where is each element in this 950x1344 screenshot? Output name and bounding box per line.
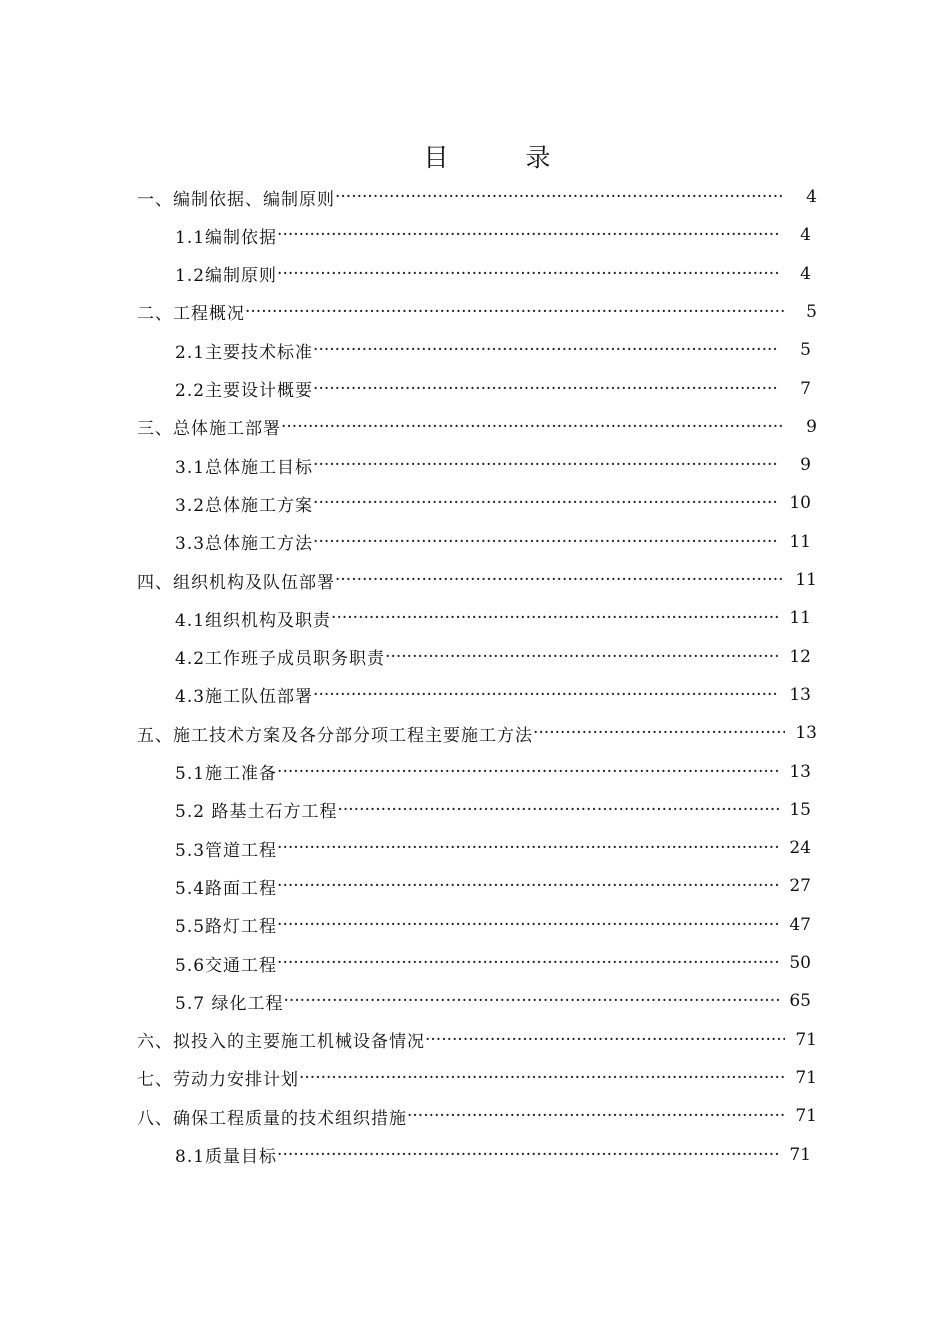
toc-dot-leader <box>335 561 785 599</box>
toc-entry-page-number: 71 <box>789 1144 811 1165</box>
toc-entry[interactable] <box>137 1021 817 1059</box>
toc-entry-label: 5.5路灯工程 <box>175 917 278 938</box>
toc-dot-leader <box>313 523 779 561</box>
toc-entry-label: 一、编制依据、编制原则 <box>137 189 335 210</box>
toc-entry-label: 5.3管道工程 <box>175 840 278 861</box>
toc-dot-leader <box>277 216 779 254</box>
toc-entry[interactable] <box>175 446 811 484</box>
toc-entry-label: 5.4路面工程 <box>175 878 278 899</box>
toc-entry-label: 8.1质量目标 <box>175 1147 278 1167</box>
toc-entry-page-number: 71 <box>795 1106 817 1127</box>
toc-entry-page-number: 9 <box>800 455 811 476</box>
toc-entry-label: 4.2工作班子成员职务职责 <box>175 649 386 670</box>
page-title: 目 录 <box>423 143 577 172</box>
toc-dot-leader <box>313 484 779 522</box>
toc-entry-page-number: 27 <box>789 876 811 897</box>
toc-entry-page-number: 11 <box>789 531 811 552</box>
toc-entry-page-number: 24 <box>789 838 811 859</box>
toc-entry-page-number: 65 <box>789 991 811 1012</box>
toc-dot-leader <box>277 867 779 905</box>
toc-entry-page-number: 11 <box>795 570 817 590</box>
toc-entry[interactable] <box>175 829 811 867</box>
toc-dot-leader <box>385 638 779 676</box>
toc-entry-label: 四、组织机构及队伍部署 <box>137 572 335 593</box>
toc-dot-leader <box>331 599 779 637</box>
toc-dot-leader <box>425 1021 785 1059</box>
toc-entry[interactable] <box>175 791 811 829</box>
toc-entry-page-number: 13 <box>789 684 811 705</box>
toc-dot-leader <box>283 982 779 1020</box>
toc-entry-page-number: 11 <box>789 608 811 629</box>
toc-entry-page-number: 47 <box>789 914 811 935</box>
toc-entry-label: 5.2 路基土石方工程 <box>175 802 338 823</box>
toc-entry[interactable] <box>137 1059 817 1097</box>
toc-entry-label: 1.1编制依据 <box>175 227 278 248</box>
toc-dot-leader <box>277 255 779 293</box>
toc-entry[interactable] <box>137 408 817 446</box>
toc-entry-page-number: 15 <box>789 799 811 820</box>
toc-entry-page-number: 71 <box>795 1067 817 1088</box>
toc-entry[interactable] <box>175 944 811 982</box>
toc-entry-label: 五、施工技术方案及各分部分项工程主要施工方法 <box>137 725 533 746</box>
toc-entry-label: 3.1总体施工目标 <box>175 457 314 478</box>
toc-entry-page-number: 5 <box>806 301 817 322</box>
toc-entry[interactable] <box>175 216 811 254</box>
toc-entry[interactable] <box>175 867 811 905</box>
toc-entry-label: 2.2主要设计概要 <box>175 381 314 401</box>
toc-entry[interactable] <box>137 561 817 599</box>
toc-entry-label: 八、确保工程质量的技术组织措施 <box>137 1108 407 1129</box>
toc-entry[interactable] <box>137 714 817 752</box>
toc-entry-page-number: 5 <box>800 340 811 361</box>
toc-entry[interactable] <box>137 178 817 216</box>
toc-dot-leader <box>277 753 779 791</box>
toc-entry[interactable] <box>137 293 817 331</box>
toc-entry[interactable] <box>175 1136 811 1174</box>
toc-entry[interactable] <box>175 484 811 522</box>
toc-entry[interactable] <box>175 982 811 1020</box>
toc-entry-page-number: 9 <box>806 416 817 437</box>
toc-dot-leader <box>337 791 779 829</box>
toc-entry[interactable] <box>175 255 811 293</box>
toc-dot-leader <box>281 408 785 446</box>
toc-dot-leader <box>533 714 785 752</box>
toc-entry-label: 4.1组织机构及职责 <box>175 610 332 631</box>
toc-entry-label: 5.1施工准备 <box>175 764 278 784</box>
toc-dot-leader <box>245 293 785 331</box>
toc-entry-page-number: 13 <box>789 761 811 782</box>
toc-entry-page-number: 71 <box>795 1029 817 1050</box>
toc-dot-leader <box>313 331 779 369</box>
toc-entry-page-number: 12 <box>789 646 811 667</box>
toc-entry-label: 5.7 绿化工程 <box>175 993 284 1014</box>
toc-entry-label: 二、工程概况 <box>137 304 245 325</box>
toc-entry-page-number: 4 <box>800 263 811 284</box>
toc-entry-page-number: 4 <box>806 187 817 207</box>
toc-dot-leader <box>313 370 779 408</box>
toc-dot-leader <box>313 676 779 714</box>
toc-dot-leader <box>335 178 785 216</box>
toc-entry-page-number: 7 <box>800 378 811 399</box>
toc-dot-leader <box>277 829 779 867</box>
toc-dot-leader <box>313 446 779 484</box>
toc-entry[interactable] <box>175 523 811 561</box>
toc-entry-page-number: 10 <box>789 493 811 514</box>
toc-dot-leader <box>277 906 779 944</box>
toc-entry-label: 六、拟投入的主要施工机械设备情况 <box>137 1032 425 1053</box>
toc-entry[interactable] <box>175 753 811 791</box>
toc-entry[interactable] <box>175 906 811 944</box>
toc-entry-label: 3.2总体施工方案 <box>175 495 314 516</box>
toc-dot-leader <box>407 1097 785 1135</box>
toc-dot-leader <box>277 944 779 982</box>
toc-entry[interactable] <box>175 638 811 676</box>
toc-entry-label: 1.2编制原则 <box>175 266 278 287</box>
toc-entry[interactable] <box>137 1097 817 1135</box>
toc-entry[interactable] <box>175 599 811 637</box>
toc-entry-label: 3.3总体施工方法 <box>175 534 314 555</box>
toc-entry-label: 2.1主要技术标准 <box>175 342 314 363</box>
toc-entry-page-number: 13 <box>795 723 817 744</box>
toc-dot-leader <box>277 1136 779 1174</box>
toc-entry-page-number: 50 <box>789 953 811 973</box>
toc-entry-page-number: 4 <box>800 225 811 246</box>
toc-entry-label: 4.3施工队伍部署 <box>175 687 314 708</box>
toc-entry[interactable] <box>175 370 811 408</box>
toc-dot-leader <box>299 1059 785 1097</box>
toc-entry-label: 三、总体施工部署 <box>137 419 281 440</box>
toc-entry[interactable] <box>175 331 811 369</box>
toc-entry[interactable] <box>175 676 811 714</box>
toc-entry-label: 七、劳动力安排计划 <box>137 1070 299 1091</box>
toc-entry-label: 5.6交通工程 <box>175 955 278 976</box>
